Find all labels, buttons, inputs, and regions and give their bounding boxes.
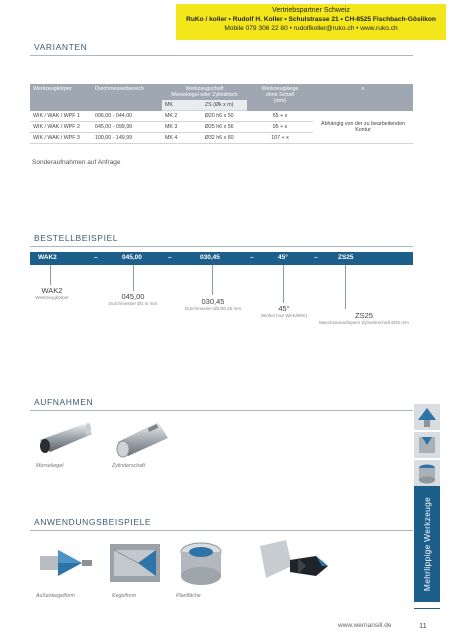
note-special: Sonderaufnahmen auf Anfrage bbox=[32, 159, 121, 166]
footer-url[interactable]: www.wernansill.de bbox=[338, 622, 392, 629]
aussenkegelform-image bbox=[38, 542, 96, 584]
section-title-anwendungsbeispiele: ANWENDUNGSBEISPIELE bbox=[34, 517, 152, 527]
order-item-value: WAK2 bbox=[41, 286, 63, 295]
cell-range: 045,00 - 099,99 bbox=[92, 122, 162, 133]
footer-divider bbox=[414, 608, 440, 609]
sleeve-icon bbox=[414, 460, 440, 486]
cell-body: WIK / WAK / WPF 3 bbox=[30, 133, 92, 144]
table-row bbox=[30, 111, 413, 122]
order-item bbox=[98, 292, 168, 306]
cell-mk: MK 2 bbox=[162, 111, 191, 122]
side-thumb-sleeve bbox=[414, 460, 440, 486]
order-item bbox=[30, 286, 74, 300]
connector bbox=[345, 265, 346, 309]
cell-x-note: Abhängig von der zu bearbeitenden Kontur bbox=[313, 111, 413, 144]
connector bbox=[283, 265, 284, 303]
divider bbox=[30, 246, 413, 247]
planflaeche-image bbox=[176, 540, 226, 586]
variants-table bbox=[30, 84, 413, 144]
order-item-value: ZS25 bbox=[355, 311, 373, 320]
kegelform-image bbox=[108, 542, 162, 584]
countersink-tool-image bbox=[256, 536, 332, 588]
partner-address: RuKo / koller • Rudolf H. Koller • Schulstrasse 21 • CH-8525 Fischbach-Göslikon bbox=[186, 16, 436, 23]
th-x: x bbox=[313, 84, 413, 111]
order-code-part: WAK2 bbox=[38, 254, 57, 261]
order-item-desc: Maschinenaufspann Zylinderschaft Ø25 mm bbox=[319, 320, 409, 325]
order-item bbox=[176, 297, 250, 311]
bushing-icon bbox=[414, 432, 440, 458]
cell-len: 65 + x bbox=[247, 111, 313, 122]
th-werkzeugschaft: Werkzeugschaft Morsekegel oder Zylindrisch bbox=[162, 84, 247, 100]
order-item-value: 030,45 bbox=[201, 297, 225, 306]
order-code-part: 45° bbox=[278, 254, 288, 261]
order-item bbox=[254, 304, 314, 318]
divider bbox=[30, 410, 413, 411]
th-werkzeugkoerper: Werkzeugkörper bbox=[30, 84, 92, 111]
order-code-part: 045,00 bbox=[122, 254, 142, 261]
section-title-bestellbeispiel: BESTELLBEISPIEL bbox=[34, 233, 119, 243]
divider bbox=[30, 530, 413, 531]
partner-box bbox=[176, 4, 446, 40]
caption-morsekegel: Morsekegel bbox=[36, 463, 64, 469]
order-code-bar bbox=[30, 252, 413, 265]
cone-tool-icon bbox=[414, 404, 440, 430]
page-number: 11 bbox=[419, 621, 427, 630]
cell-mk: MK 3 bbox=[162, 122, 191, 133]
cell-len: 95 + x bbox=[247, 122, 313, 133]
section-title-varianten: VARIANTEN bbox=[34, 42, 88, 52]
cell-zs: Ø20 h6 x 50 bbox=[191, 111, 247, 122]
section-title-aufnahmen: AUFNAHMEN bbox=[34, 397, 94, 407]
th-durchmesserbereich: Durchmesserbereich bbox=[92, 84, 162, 111]
side-thumb-cone bbox=[414, 404, 440, 430]
order-item-desc: Durchmesser Ø2/30,45 mm bbox=[184, 306, 242, 311]
order-item bbox=[316, 311, 412, 325]
order-code-sep: – bbox=[168, 254, 172, 261]
order-item-desc: Winkel (nur WAK/WIK) bbox=[260, 313, 308, 318]
partner-contact: Mobile 079 306 22 80 • rudolfkoller@ruko.ch • www.ruko.ch bbox=[224, 25, 398, 32]
connector bbox=[133, 265, 134, 291]
cell-range: 100,00 - 149,99 bbox=[92, 133, 162, 144]
th-werkzeuglaenge: Werkzeuglänge ohne Schaft (mm) bbox=[247, 84, 313, 111]
partner-title: Vertriebspartner Schweiz bbox=[272, 7, 350, 14]
order-item-value: 45° bbox=[278, 304, 290, 313]
morsekegel-image bbox=[36, 418, 96, 458]
connector bbox=[50, 265, 51, 285]
caption-planflaeche: Planfläche bbox=[176, 593, 201, 599]
order-code-sep: – bbox=[314, 254, 318, 261]
order-item-desc: Durchmesser Ø1 in mm bbox=[108, 301, 158, 306]
order-code-part: 030,45 bbox=[200, 254, 220, 261]
connector bbox=[212, 265, 213, 295]
divider bbox=[30, 55, 413, 56]
cell-len: 107 + x bbox=[247, 133, 313, 144]
caption-kegelform: Kegelform bbox=[112, 593, 137, 599]
caption-aussenkegelform: Außenkegelform bbox=[36, 593, 75, 599]
order-code-part: ZS25 bbox=[338, 254, 354, 261]
order-code-sep: – bbox=[94, 254, 98, 261]
side-category-text: Mehrlippige Werkzeuge bbox=[422, 496, 433, 592]
side-category-label bbox=[414, 486, 440, 602]
cell-mk: MK 4 bbox=[162, 133, 191, 144]
caption-zylinderschaft: Zylinderschaft bbox=[112, 463, 145, 469]
cell-body: WIK / WAK / WPF 1 bbox=[30, 111, 92, 122]
th-zs: ZS (Øk x m) bbox=[191, 100, 247, 111]
order-item-desc: Werkzeugkörper bbox=[35, 295, 69, 300]
order-item-value: 045,00 bbox=[121, 292, 145, 301]
cell-body: WIK / WAK / WPF 2 bbox=[30, 122, 92, 133]
order-code-sep: – bbox=[250, 254, 254, 261]
side-thumb-bushing bbox=[414, 432, 440, 458]
cell-zs: Ø25 h6 x 56 bbox=[191, 122, 247, 133]
zylinderschaft-image bbox=[110, 416, 172, 458]
cell-range: 006,00 - 044,00 bbox=[92, 111, 162, 122]
cell-zs: Ø32 h6 x 60 bbox=[191, 133, 247, 144]
th-mk: MK bbox=[162, 100, 191, 111]
